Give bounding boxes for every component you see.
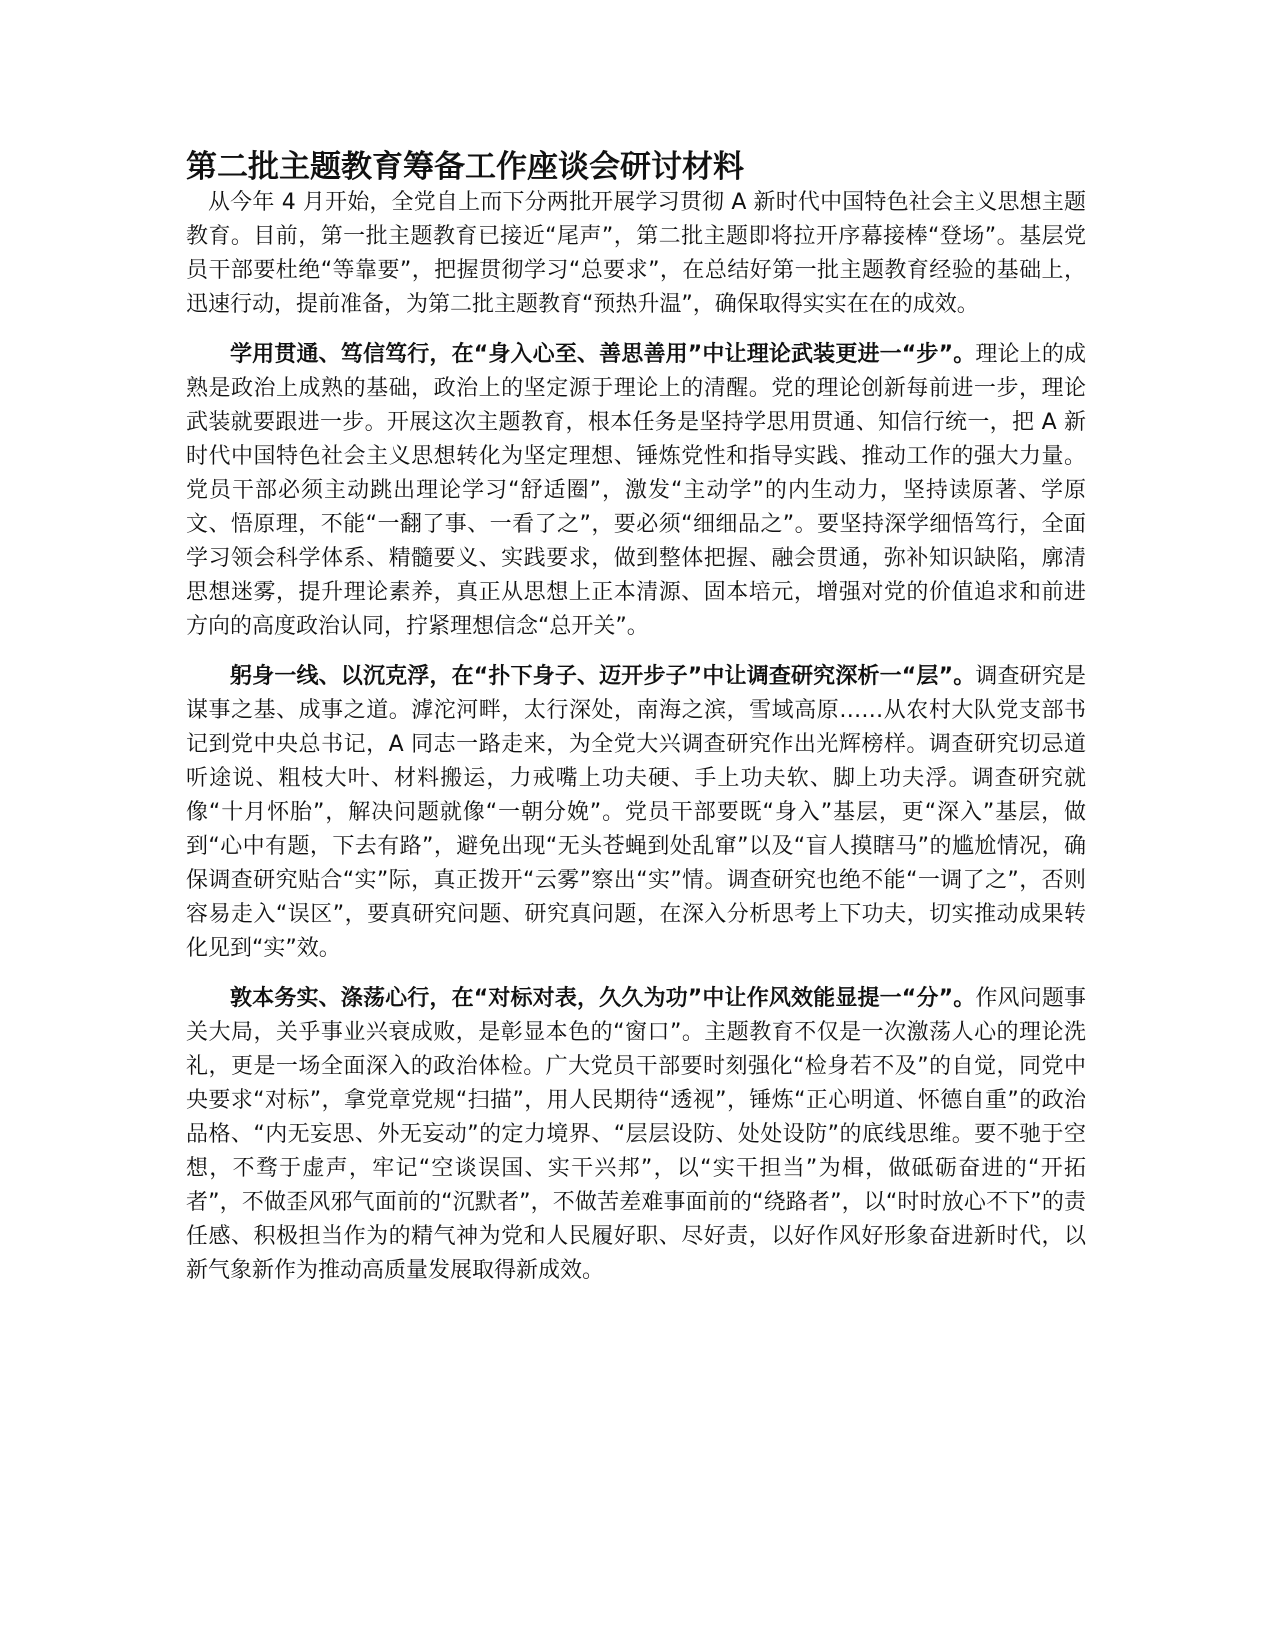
- section-3-paragraph: [186, 982, 1086, 1288]
- section-2-paragraph: [186, 660, 1086, 966]
- section-3-lead: 敦本务实、涤荡心行，在“对标对表，久久为功”中让作风效能显提一“分”。: [230, 986, 976, 1011]
- section-2-lead: 躬身一线、以沉克浮，在“扑下身子、迈开步子”中让调查研究深析一“层”。: [230, 664, 976, 689]
- section-1-lead: 学用贯通、笃信笃行，在“身入心至、善思善用”中让理论武装更进一“步”。: [230, 342, 976, 367]
- intro-paragraph: 从今年 4 月开始，全党自上而下分两批开展学习贯彻 A 新时代中国特色社会主义思想主题教育。目前，第一批主题教育已接近“尾声”，第二批主题即将拉开序幕接棒“登场”。基层党员干部要杜绝“等靠要”，把握贯彻学习“总要求”，在总结好第一批主题教育经验的基础上，迅速行动，提前准备，为第二批主题教育“预热升温”，确保取得实实在在的成效。: [186, 190, 1086, 317]
- document-page: [186, 148, 1086, 1288]
- section-1-body: 理论上的成熟是政治上成熟的基础，政治上的坚定源于理论上的清醒。党的理论创新每前进一步，理论武装就要跟进一步。开展这次主题教育，根本任务是坚持学思用贯通、知信行统一，把 A 新时代中国特色社会主义思想转化为坚定理想、锤炼党性和指导实践、推动工作的强大力量。党员干部必须主动跳出理论学习“舒适圈”，激发“主动学”的内生动力，坚持读原著、学原文、悟原理，不能“一翻了事、一看了之”，要必须“细细品之”。要坚持深学细悟笃行，全面学习领会科学体系、精髓要义、实践要求，做到整体把握、融会贯通，弥补知识缺陷，廓清思想迷雾，提升理论素养，真正从思想上正本清源、固本培元，增强对党的价值追求和前进方向的高度政治认同，拧紧理想信念“总开关”。: [186, 342, 1086, 639]
- section-3-body: 作风问题事关大局，关乎事业兴衰成败，是彰显本色的“窗口”。主题教育不仅是一次激荡人心的理论洗礼，更是一场全面深入的政治体检。广大党员干部要时刻强化“检身若不及”的自觉，同党中央要求“对标”，拿党章党规“扫描”，用人民期待“透视”，锤炼“正心明道、怀德自重”的政治品格、“内无妄思、外无妄动”的定力境界、“层层设防、处处设防”的底线思维。要不驰于空想，不骛于虚声，牢记“空谈误国、实干兴邦”，以“实干担当”为楫，做砥砺奋进的“开拓者”，不做歪风邪气面前的“沉默者”，不做苦差难事面前的“绕路者”，以“时时放心不下”的责任感、积极担当作为的精气神为党和人民履好职、尽好责，以好作风好形象奋进新时代，以新气象新作为推动高质量发展取得新成效。: [186, 986, 1086, 1283]
- section-1-paragraph: [186, 338, 1086, 644]
- document-title: 第二批主题教育筹备工作座谈会研讨材料: [186, 149, 744, 185]
- section-2-body: 调查研究是谋事之基、成事之道。滹沱河畔，太行深处，南海之滨，雪域高原……从农村大队党支部书记到党中央总书记，A 同志一路走来，为全党大兴调查研究作出光辉榜样。调查研究切忌道听途说、粗枝大叶、材料搬运，力戒嘴上功夫硬、手上功夫软、脚上功夫浮。调查研究就像“十月怀胎”，解决问题就像“一朝分娩”。党员干部要既“身入”基层，更“深入”基层，做到“心中有题，下去有路”，避免出现“无头苍蝇到处乱窜”以及“盲人摸瞎马”的尴尬情况，确保调查研究贴合“实”际，真正拨开“云雾”察出“实”情。调查研究也绝不能“一调了之”，否则容易走入“误区”，要真研究问题、研究真问题，在深入分析思考上下功夫，切实推动成果转化见到“实”效。: [186, 664, 1086, 961]
